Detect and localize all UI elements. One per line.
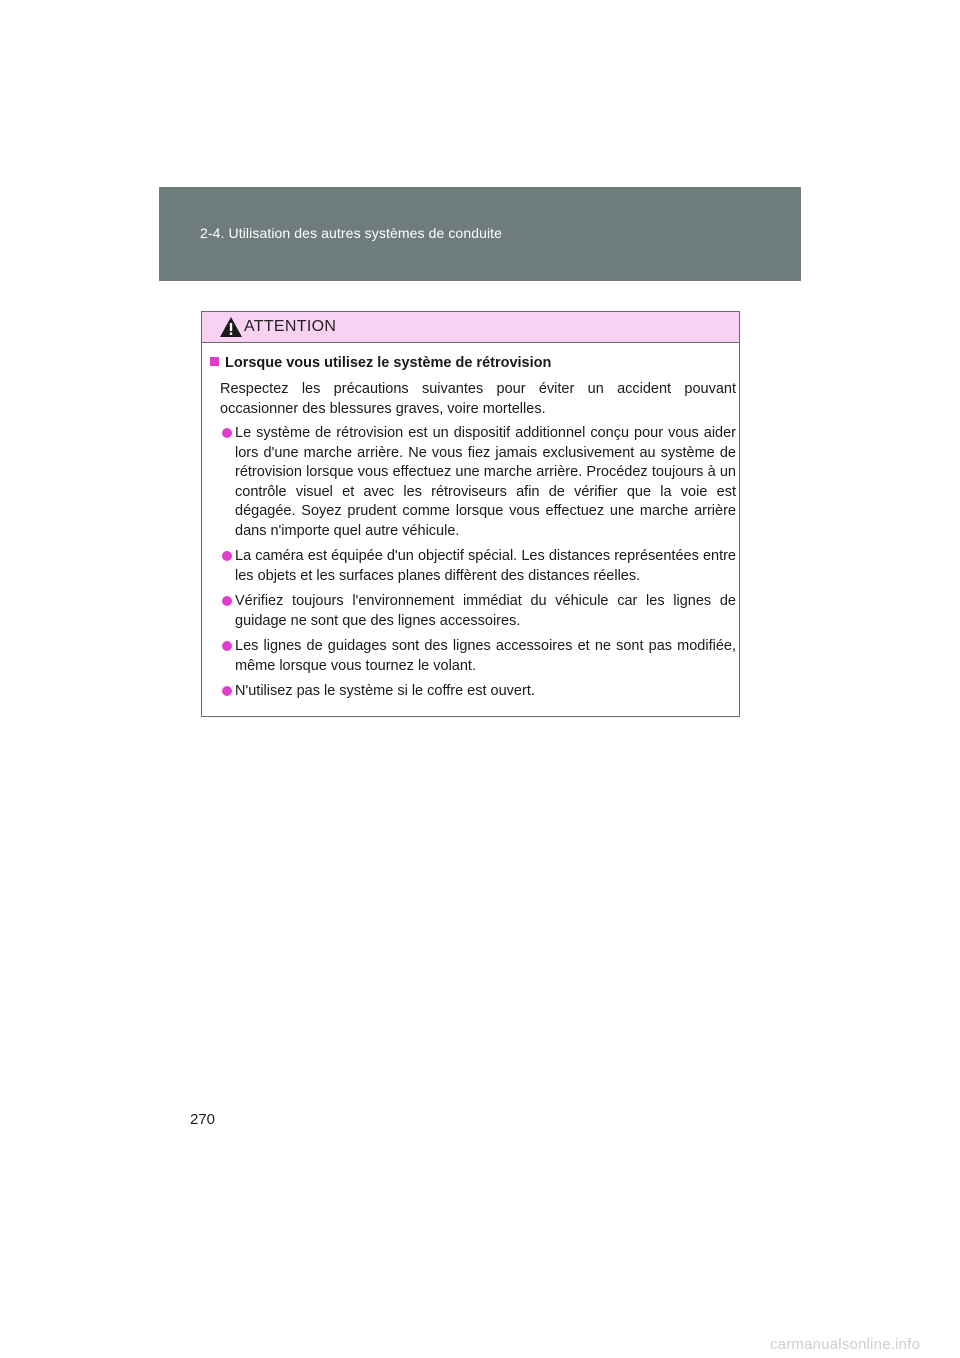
warning-heading (210, 355, 551, 371)
warning-bullet-text: N'utilisez pas le système si le coffre est ouvert. (235, 683, 535, 699)
warning-triangle-icon (219, 316, 243, 338)
warning-bullet (222, 424, 736, 541)
bullet-dot-icon (222, 428, 232, 438)
warning-bullet (222, 547, 736, 586)
warning-bullet-text: Vérifiez toujours l'environnement immédiat du véhicule car les lignes de guidage ne sont que des lignes accessoires. (235, 593, 736, 629)
warning-bullet (222, 637, 736, 676)
square-bullet-icon (210, 357, 219, 366)
page-number: 270 (190, 1111, 216, 1128)
bullet-dot-icon (222, 596, 232, 606)
warning-header (202, 312, 739, 343)
warning-intro: Respectez les précautions suivantes pour éviter un accident pouvant occasionner des blessures graves, voire mortelles. (220, 381, 736, 417)
warning-bullet-text: La caméra est équipée d'un objectif spécial. Les distances représentées entre les objets et les surfaces planes diffèrent des distances réelles. (235, 548, 736, 584)
bullet-dot-icon (222, 641, 232, 651)
warning-bullet (222, 682, 736, 702)
warning-box (201, 311, 740, 717)
bullet-dot-icon (222, 551, 232, 561)
bullet-dot-icon (222, 686, 232, 696)
section-title: 2-4. Utilisation des autres systèmes de conduite (200, 225, 503, 241)
warning-label: ATTENTION (244, 318, 337, 335)
watermark: carmanualsonline.info (770, 1336, 921, 1353)
section-header-band (159, 187, 801, 281)
warning-bullet-text: Les lignes de guidages sont des lignes accessoires et ne sont pas modifiée, même lorsque vous tournez le volant. (235, 638, 736, 674)
warning-heading-text: Lorsque vous utilisez le système de rétrovision (225, 355, 552, 371)
warning-bullet-text: Le système de rétrovision est un dispositif additionnel conçu pour vous aider lors d'une marche arrière. Ne vous fiez jamais exclusivement au système de rétrovision lorsque vous effectuez une marche arrière. Procédez toujours à un contrôle visuel et avec les rétroviseurs afin de vérifier que la voie est dégagée. Soyez prudent comme lorsque vous effectuez une marche arrière dans n'importe quel autre véhicule. (235, 425, 736, 539)
warning-bullet (222, 592, 736, 631)
